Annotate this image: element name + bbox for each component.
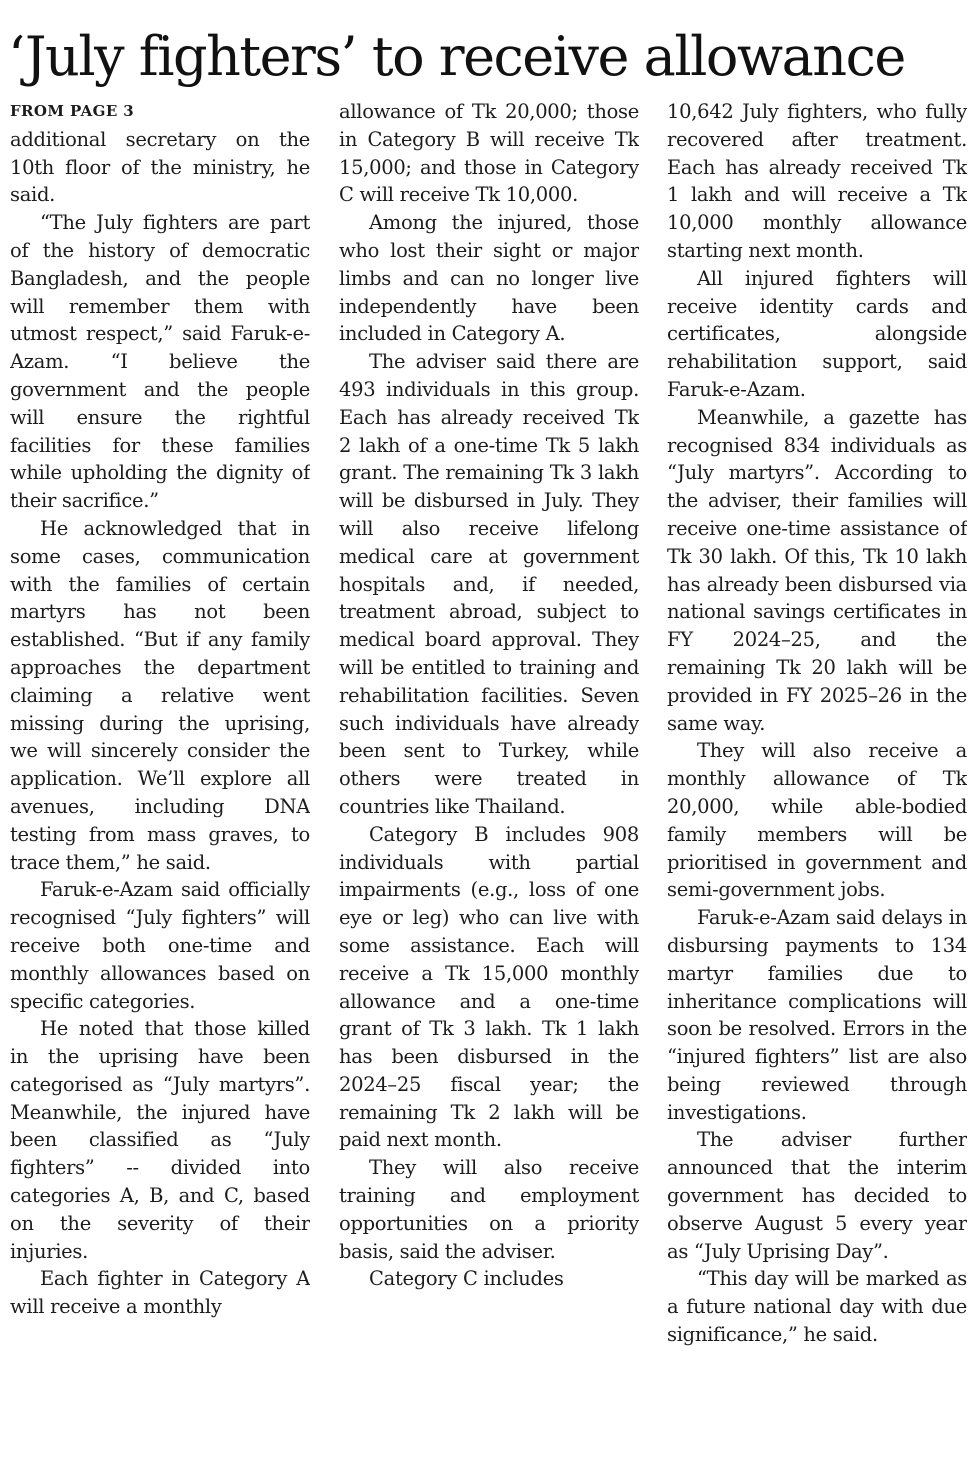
article-column-3 xyxy=(667,98,967,1468)
headline: ‘July fighters’ to receive allowance xyxy=(8,25,905,88)
paragraph: Faruk-e-Azam said delays in disbursing payments to 134 martyr families due to inheritance complications will soon be resolved. Errors in the “injured fighters” list are also being reviewed through investigations. xyxy=(667,906,967,1124)
article-column-1 xyxy=(10,98,310,1468)
paragraph: Faruk-e-Azam said officially recognised “July fighters” will receive both one-time and monthly allowances based on specific categories. xyxy=(10,878,310,1013)
paragraph: allowance of Tk 20,000; those in Category B will receive Tk 15,000; and those in Category C will receive Tk 10,000. xyxy=(339,100,639,207)
paragraph: 10,642 July fighters, who fully recovered after treatment. Each has already received Tk 1 lakh and will receive a Tk 10,000 monthly allowance starting next month. xyxy=(667,100,967,262)
paragraph: All injured fighters will receive identity cards and certificates, alongside rehabilitation support, said Faruk-e-Azam. xyxy=(667,266,967,401)
paragraph: Each fighter in Category A will receive a monthly xyxy=(10,1267,310,1319)
paragraph: Category B includes 908 individuals with partial impairments (e.g., loss of one eye or leg) who can live with some assistance. Each will receive a Tk 15,000 monthly allowance and a one-time grant of Tk 3 lakh. Tk 1 lakh has been disbursed in the 2024–25 fiscal year; the remaining Tk 2 lakh will be paid next month. xyxy=(339,822,639,1152)
article-column-2 xyxy=(339,98,639,1468)
paragraph: The adviser said there are 493 individuals in this group. Each has already received Tk 2 lakh of a one-time Tk 5 lakh grant. The remaining Tk 3 lakh will be disbursed in July. They will also receive lifelong medical care at government hospitals and, if needed, treatment abroad, subject to medical board approval. They will be entitled to training and rehabilitation facilities. Seven such individuals have already been sent to Turkey, while others were treated in countries like Thailand. xyxy=(339,350,639,818)
paragraph: Among the injured, those who lost their sight or major limbs and can no longer live independently have been included in Category A. xyxy=(339,211,639,346)
paragraph: “This day will be marked as a future national day with due significance,” he said. xyxy=(667,1267,967,1347)
paragraph: Meanwhile, a gazette has recognised 834 individuals as “July martyrs”. According to the adviser, their families will receive one-time assistance of Tk 30 lakh. Of this, Tk 10 lakh has already been disbursed via national savings certificates in FY 2024–25, and the remaining Tk 20 lakh will be provided in FY 2025–26 in the same way. xyxy=(667,405,967,735)
paragraph: They will also receive a monthly allowance of Tk 20,000, while able-bodied family members will be prioritised in government and semi-government jobs. xyxy=(667,739,967,902)
paragraph: Category C includes xyxy=(369,1267,564,1291)
jump-line: FROM PAGE 3 xyxy=(10,102,135,120)
paragraph: He noted that those killed in the uprising have been categorised as “July martyrs”. Meanwhile, the injured have been classified as “July fighters” -- divided into categories A, B, and C, based on the severity of their injuries. xyxy=(10,1017,310,1263)
paragraph: They will also receive training and employment opportunities on a priority basis, said the adviser. xyxy=(339,1156,639,1263)
paragraph: The adviser further announced that the interim government has decided to observe August 5 every year as “July Uprising Day”. xyxy=(667,1128,967,1263)
paragraph: “The July fighters are part of the history of democratic Bangladesh, and the people will remember them with utmost respect,” said Faruk-e-Azam. “I believe the government and the people will ensure the rightful facilities for these families while upholding the dignity of their sacrifice.” xyxy=(10,211,310,513)
paragraph: additional secretary on the 10th floor of the ministry, he said. xyxy=(10,127,310,207)
paragraph: He acknowledged that in some cases, communication with the families of certain martyrs has not been established. “But if any family approaches the department claiming a relative went missing during the uprising, we will sincerely consider the application. We’ll explore all avenues, including DNA testing from mass graves, to trace them,” he said. xyxy=(10,516,310,874)
